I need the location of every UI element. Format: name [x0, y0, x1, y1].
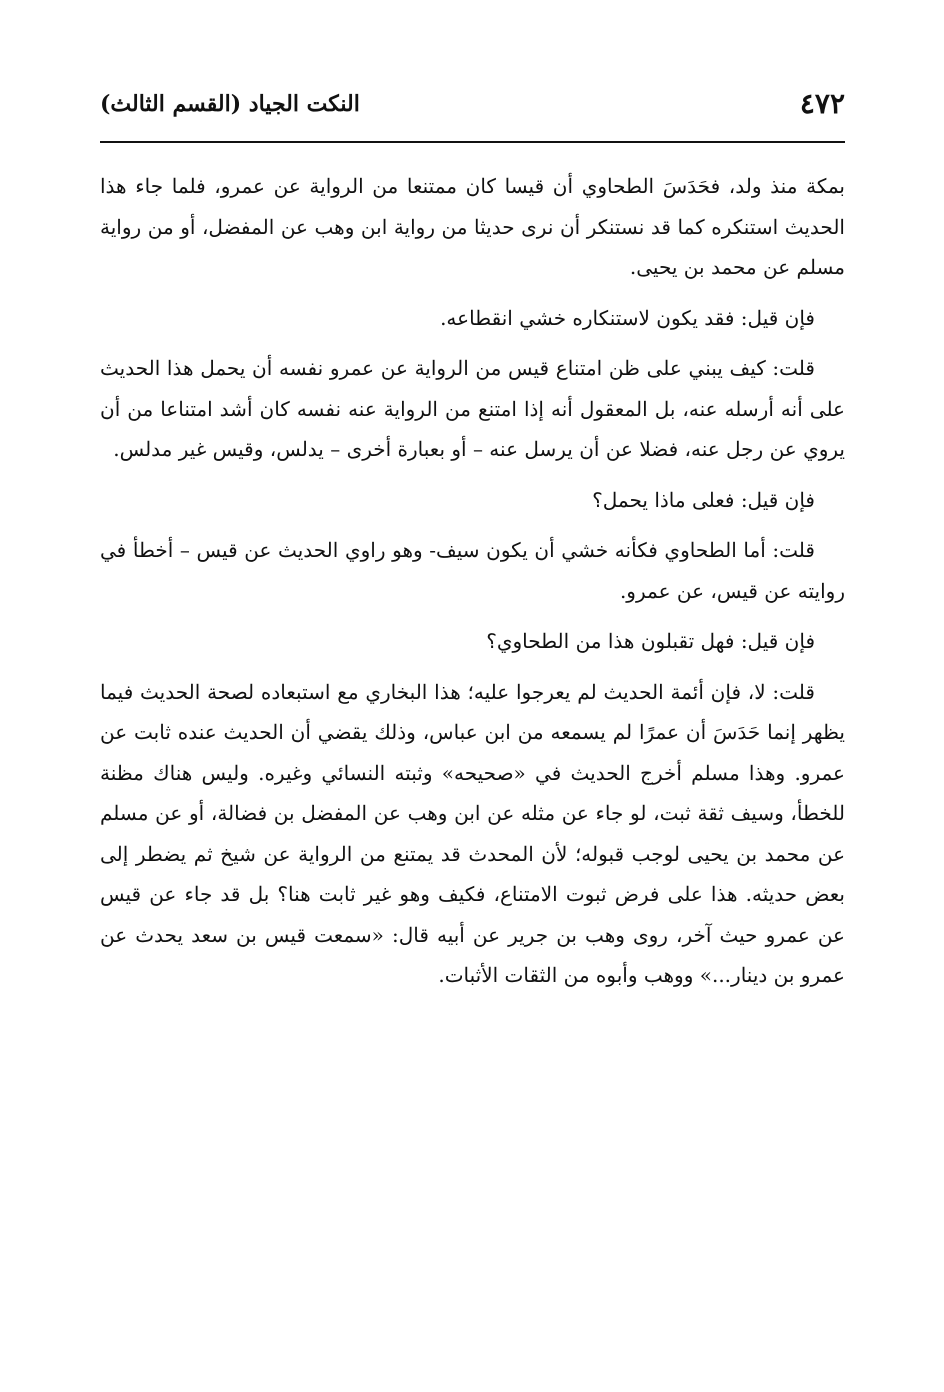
paragraph: قلت: كيف يبني على ظن امتناع قيس من الرواية عن عمرو نفسه أن يحمل هذا الحديث على أنه أرسله عنه، بل المعقول أنه إذا امتنع من الرواية عنه نفسه كان أشد امتناعا من أن يروي عن رجل عنه، فضلا عن أن يرسل عنه – أو بعبارة أخرى – يدلس، وقيس غير مدلس. — [100, 356, 845, 461]
running-title: النكت الجياد (القسم الثالث) — [100, 91, 360, 117]
page-header — [100, 84, 845, 128]
page-number: ٤٧٢ — [799, 87, 845, 120]
body-text — [100, 166, 845, 1006]
paragraph: قلت: أما الطحاوي فكأنه خشي أن يكون سيف- وهو راوي الحديث عن قيس – أخطأ في روايته عن قيس، عن عمرو. — [100, 538, 845, 603]
paragraph: بمكة منذ ولد، فحَدَسَ الطحاوي أن قيسا كان ممتنعا من الرواية عن عمرو، فلما جاء هذا الحديث استنكره كما قد نستنكر أن نرى حديثا من رواية ابن وهب عن المفضل، أو من رواية مسلم عن محمد بن يحيى. — [100, 174, 845, 279]
paragraph: فإن قيل: فهل تقبلون هذا من الطحاوي؟ — [486, 629, 815, 653]
paragraph: فإن قيل: فقد يكون لاستنكاره خشي انقطاعه. — [440, 305, 815, 330]
paragraph: فإن قيل: فعلى ماذا يحمل؟ — [592, 487, 815, 512]
paragraph: قلت: لا، فإن أئمة الحديث لم يعرجوا عليه؛ هذا البخاري مع استبعاده لصحة الحديث فيما يظهر إنما حَدَسَ أن عمرًا لم يسمعه من ابن عباس، وذلك يقضي أن الحديث عنده ثابت عن عمرو. وهذا مسلم أخرج الحديث في «صحيحه» وثبته النسائي وغيره. وليس هناك مظنة للخطأ، وسيف ثقة ثبت، لو جاء عن مثله عن ابن وهب عن المفضل بن فضالة، أو عن مسلم عن محمد بن يحيى لوجب قبوله؛ لأن المحدث قد يمتنع من الرواية عن شيخ ثم يضطر إلى بعض حديثه. هذا على فرض ثبوت الامتناع، فكيف وهو غير ثابت هنا؟ بل قد جاء عن قيس عن عمرو حيث آخر، روى وهب بن جرير عن أبيه قال: «سمعت قيس بن سعد يحدث عن عمرو بن دينار...» ووهب وأبوه من الثقات الأثبات. — [100, 679, 845, 987]
header-divider — [100, 141, 845, 143]
